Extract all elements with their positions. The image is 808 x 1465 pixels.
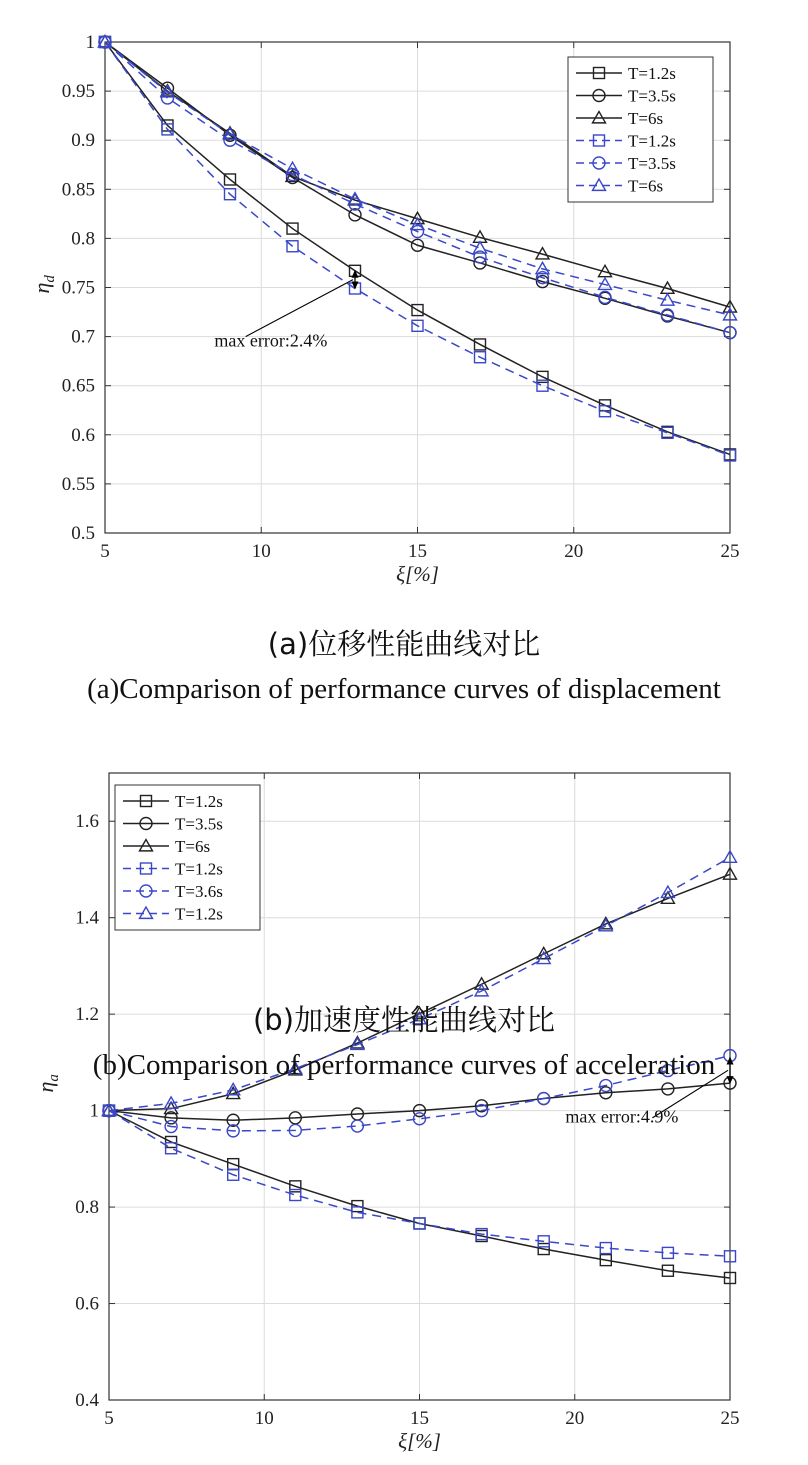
disp-ytick-label: 0.9 — [71, 130, 95, 152]
acc-ytick-label: 1.4 — [75, 907, 99, 929]
acc-legend-label: T=3.6s — [175, 882, 223, 901]
acc-annotation-label: max error:4.9% — [565, 1106, 679, 1127]
chart-acceleration — [0, 735, 808, 1465]
disp-legend-label: T=3.5s — [628, 86, 676, 106]
caption-acceleration-en: (b)Comparison of performance curves of acceleration — [92, 1049, 716, 1081]
disp-xtick-label: 20 — [564, 541, 584, 562]
acc-legend-label: T=3.5s — [175, 814, 223, 834]
disp-xtick-label: 5 — [100, 541, 110, 562]
disp-ylabel-subscript: d — [42, 275, 58, 283]
disp-legend — [568, 57, 713, 202]
acc-xtick-label: 5 — [104, 1408, 114, 1429]
acc-ytick-label: 1 — [89, 1100, 99, 1122]
disp-ytick-label: 1 — [85, 32, 95, 53]
acc-legend — [115, 785, 260, 930]
acc-ytick-label: 0.8 — [75, 1197, 99, 1219]
disp-legend-label: T=6s — [628, 176, 664, 196]
acc-xtick-label: 10 — [254, 1408, 274, 1429]
acc-legend-label: T=1.2s — [175, 859, 223, 879]
acc-ytick-label: 1.6 — [75, 811, 99, 833]
disp-xtick-label: 15 — [408, 541, 427, 562]
disp-ytick-label: 0.55 — [61, 473, 95, 495]
acc-legend-label: T=1.2s — [175, 904, 223, 924]
acc-xlabel: ξ[%] — [398, 1429, 441, 1453]
acc-ytick-label: 0.6 — [75, 1293, 99, 1315]
disp-ytick-label: 0.7 — [71, 326, 95, 348]
disp-xlabel: ξ[%] — [396, 562, 439, 586]
disp-annotation — [214, 270, 358, 351]
disp-ytick-label: 0.8 — [71, 228, 95, 250]
disp-ytick-label: 0.85 — [61, 179, 95, 201]
chart-panel-acceleration — [0, 735, 808, 1465]
caption-acceleration-zh: (b)加速度性能曲线对比 — [252, 1003, 556, 1037]
disp-xtick-label: 25 — [720, 541, 740, 562]
acc-ytick-label: 1.2 — [75, 1004, 99, 1026]
acc-xtick-label: 15 — [410, 1408, 429, 1429]
chart-panel-displacement — [0, 0, 808, 730]
caption-displacement-zh: (a)位移性能曲线对比 — [267, 627, 541, 661]
disp-legend-label: T=3.5s — [628, 154, 676, 173]
disp-annotation-label: max error:2.4% — [214, 330, 328, 351]
caption-displacement-en: (a)Comparison of performance curves of displacement — [87, 673, 721, 705]
disp-xtick-label: 10 — [251, 541, 271, 562]
disp-legend-label: T=1.2s — [628, 64, 676, 83]
disp-legend-label: T=1.2s — [628, 131, 676, 151]
disp-ytick-label: 0.5 — [71, 523, 95, 544]
disp-annotation-arrowhead-bottom — [352, 281, 359, 289]
disp-ytick-label: 0.75 — [61, 277, 95, 299]
disp-annotation-arrowhead-top — [352, 270, 359, 278]
disp-ytick-label: 0.6 — [71, 424, 95, 446]
acc-legend-label: T=6s — [175, 837, 211, 856]
acc-data-point — [227, 1087, 240, 1098]
disp-ylabel: $\eta_d$ — [29, 275, 58, 294]
disp-ytick-label: 0.95 — [61, 81, 95, 103]
acc-ytick-label: 0.4 — [75, 1390, 99, 1411]
acc-xtick-label: 25 — [720, 1408, 740, 1429]
acc-xtick-label: 20 — [565, 1408, 585, 1429]
acc-ylabel: $\eta_a$ — [33, 1074, 62, 1093]
acc-data-point — [166, 1143, 177, 1154]
acc-legend-label: T=1.2s — [175, 792, 223, 811]
disp-ytick-label: 0.65 — [61, 375, 95, 397]
disp-legend-label: T=6s — [628, 109, 664, 128]
chart-displacement — [0, 0, 808, 600]
acc-ylabel-subscript: a — [46, 1074, 62, 1082]
